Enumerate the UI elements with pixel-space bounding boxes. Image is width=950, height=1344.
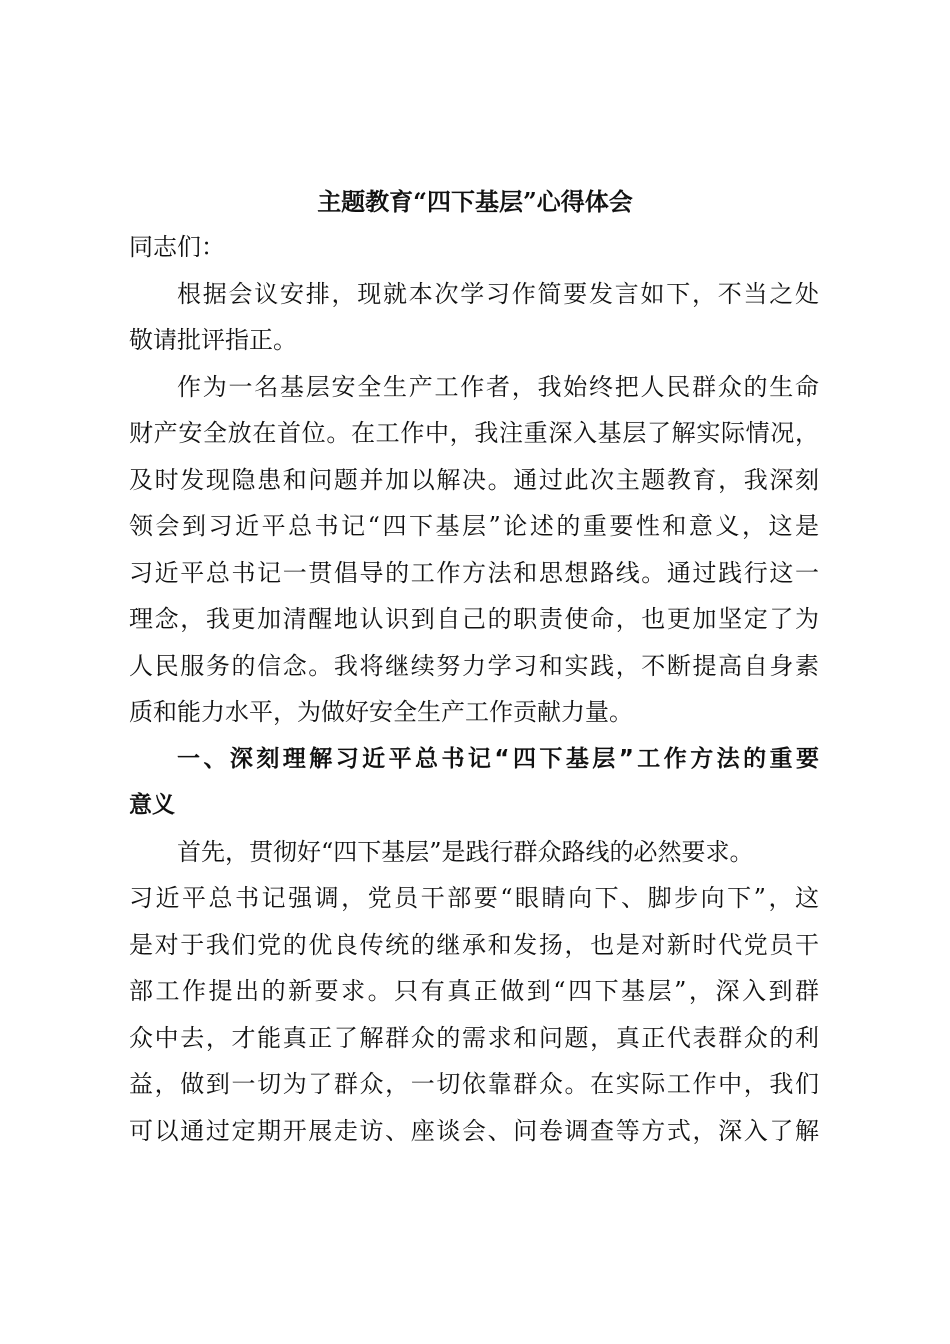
section-heading-line: 一、深刻理解习近平总书记“四下基层”工作方法的重要 bbox=[177, 745, 819, 772]
paragraph-line: 理念，我更加清醒地认识到自己的职责使命，也更加坚定了为 bbox=[129, 605, 819, 633]
paragraph-line: 人民服务的信念。我将继续努力学习和实践，不断提高自身素 bbox=[129, 651, 819, 680]
paragraph-line: 及时发现隐患和问题并加以解决。通过此次主题教育，我深刻 bbox=[129, 465, 819, 494]
paragraph-line: 首先，贯彻好“四下基层”是践行群众路线的必然要求。 bbox=[177, 837, 754, 866]
paragraph-section-one bbox=[129, 829, 819, 1155]
paragraph-line: 质和能力水平，为做好安全生产工作贡献力量。 bbox=[129, 698, 633, 726]
paragraph-line: 可以通过定期开展走访、座谈会、问卷调查等方式，深入了解 bbox=[129, 1116, 819, 1145]
paragraph-intro bbox=[129, 271, 819, 364]
paragraph-line: 众中去，才能真正了解群众的需求和问题，真正代表群众的利 bbox=[129, 1023, 819, 1052]
paragraph-role bbox=[129, 364, 819, 736]
paragraph-line: 习近平总书记强调，党员干部要“眼睛向下、脚步向下”，这 bbox=[129, 884, 819, 912]
paragraph-line: 作为一名基层安全生产工作者，我始终把人民群众的生命 bbox=[177, 372, 819, 401]
paragraph-line: 是对于我们党的优良传统的继承和发扬，也是对新时代党员干 bbox=[129, 930, 819, 959]
section-heading-line: 意义 bbox=[129, 792, 175, 818]
paragraph-line: 财产安全放在首位。在工作中，我注重深入基层了解实际情况， bbox=[129, 419, 819, 447]
paragraph-line: 部工作提出的新要求。只有真正做到“四下基层”，深入到群 bbox=[129, 977, 819, 1005]
paragraph-line: 根据会议安排，现就本次学习作简要发言如下，不当之处 bbox=[177, 279, 819, 308]
greeting: 同志们： bbox=[129, 233, 225, 261]
document-body bbox=[129, 224, 819, 1154]
paragraph-line: 益，做到一切为了群众，一切依靠群众。在实际工作中，我们 bbox=[129, 1070, 819, 1098]
section-heading bbox=[129, 736, 819, 829]
paragraph-line: 领会到习近平总书记“四下基层”论述的重要性和意义，这是 bbox=[129, 512, 819, 540]
paragraph-line: 敬请批评指正。 bbox=[129, 326, 297, 354]
paragraph-line: 习近平总书记一贯倡导的工作方法和思想路线。通过践行这一 bbox=[129, 558, 819, 587]
document-title: 主题教育“四下基层”心得体会 bbox=[317, 187, 633, 216]
